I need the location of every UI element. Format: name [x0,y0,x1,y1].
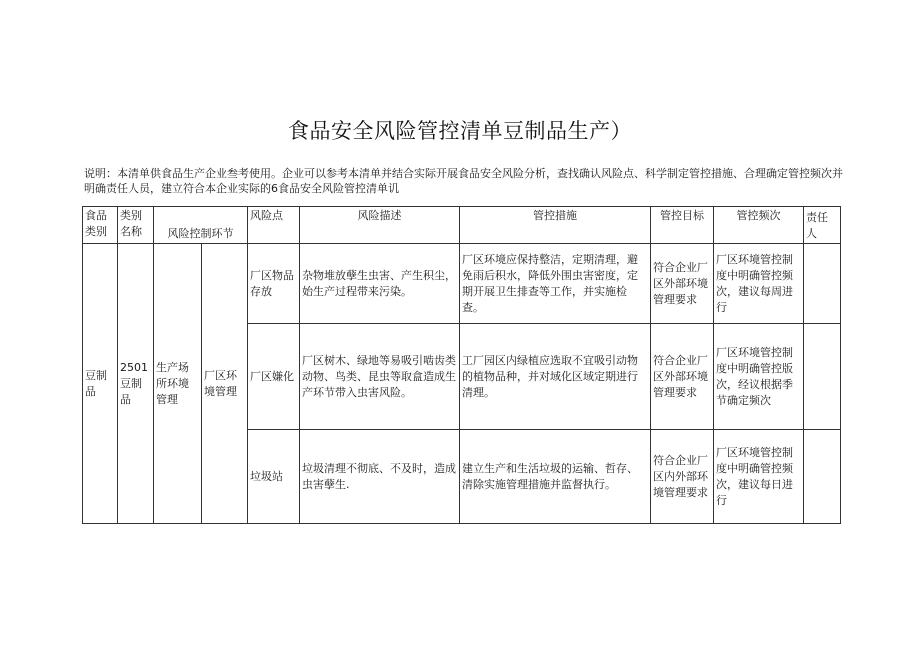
header-measures: 管控措施 [460,207,651,244]
header-category-name [118,207,154,244]
risk-point-cell: 厂区嫌化 [248,324,300,430]
food-category-cell: 豆制品 [83,244,118,524]
risk-point-cell: 垃圾站 [248,430,300,524]
target-cell: 符合企业厂区内外部环境管理要求 [651,430,714,524]
header-responsible: 责任人 [804,207,841,244]
table-row [83,244,841,324]
header-risk-point: 风险点 [248,207,300,244]
responsible-cell [804,324,841,430]
frequency-cell: 厂区环境管控制度中明确管控频次，建议每日进行 [714,430,804,524]
risk-point-cell: 厂区物品存放 [248,244,300,324]
table-header-row [83,207,841,244]
measures-cell: 建立生产和生活垃圾的运输、哲存、清除实施管理措施并监督执行。 [460,430,651,524]
header-control-link: 风险控制环节 [154,207,248,244]
header-food-category-line1: 食品 [85,209,107,222]
target-cell: 符合企业厂区外部环境管理要求 [651,324,714,430]
header-risk-desc: 风险描述 [300,207,460,244]
risk-control-table [82,206,841,524]
category-name-cell [118,244,154,524]
measures-cell: 工厂园区内绿植应选取不宜吸引动物的植物品种，并对域化区域定期进行清理。 [460,324,651,430]
risk-desc-cell: 垃圾清理不彻底、不及时，造成虫害孽生. [300,430,460,524]
responsible-cell [804,430,841,524]
responsible-cell [804,244,841,324]
header-food-category-line2: 类别 [85,225,107,238]
target-cell: 符合企业厂区外部环境管理要求 [651,244,714,324]
measures-cell: 厂区环境应保持整洁，定期清理，避免雨后积水，降低外围虫害密度，定期开展卫生排查等工作，并实施检查。 [460,244,651,324]
risk-desc-cell: 厂区树木、绿地等易吸引啮齿类动物、鸟类、昆虫等取盒造成生产环节带入虫害风险。 [300,324,460,430]
header-category-name-line1: 类别 [120,209,142,222]
header-frequency: 管控频次 [714,207,804,244]
frequency-cell: 厂区环境管控制度中明确管控版次，经议根据季节确定频次 [714,324,804,430]
page-title: 食品安全风险管控清单豆制品生产） [288,119,632,143]
header-target: 管控目标 [651,207,714,244]
control-link-primary: 生产场所环境管理 [154,244,202,524]
risk-desc-cell: 杂物堆放孽生虫害、产生积尘，始生产过程带来污染。 [300,244,460,324]
frequency-cell: 厂区环境管控制度中明确管控频次，建议每周进行 [714,244,804,324]
category-name: 豆制品 [120,376,142,406]
header-food-category [83,207,118,244]
description-note: 说明：本清单供食品生产企业叁考使用。企业可以参考本清单并结合实际开展食品安全风险分析，查找确认风险点、科学制定管控措施、合理确定管控频次并明确责任人员，建立符合本企业实际的6食品安全风险管控清单讥 [84,167,843,195]
category-code: 2501 [120,360,148,374]
control-link-secondary: 厂区环境管理 [202,244,248,524]
header-category-name-line2: 名称 [120,225,142,238]
